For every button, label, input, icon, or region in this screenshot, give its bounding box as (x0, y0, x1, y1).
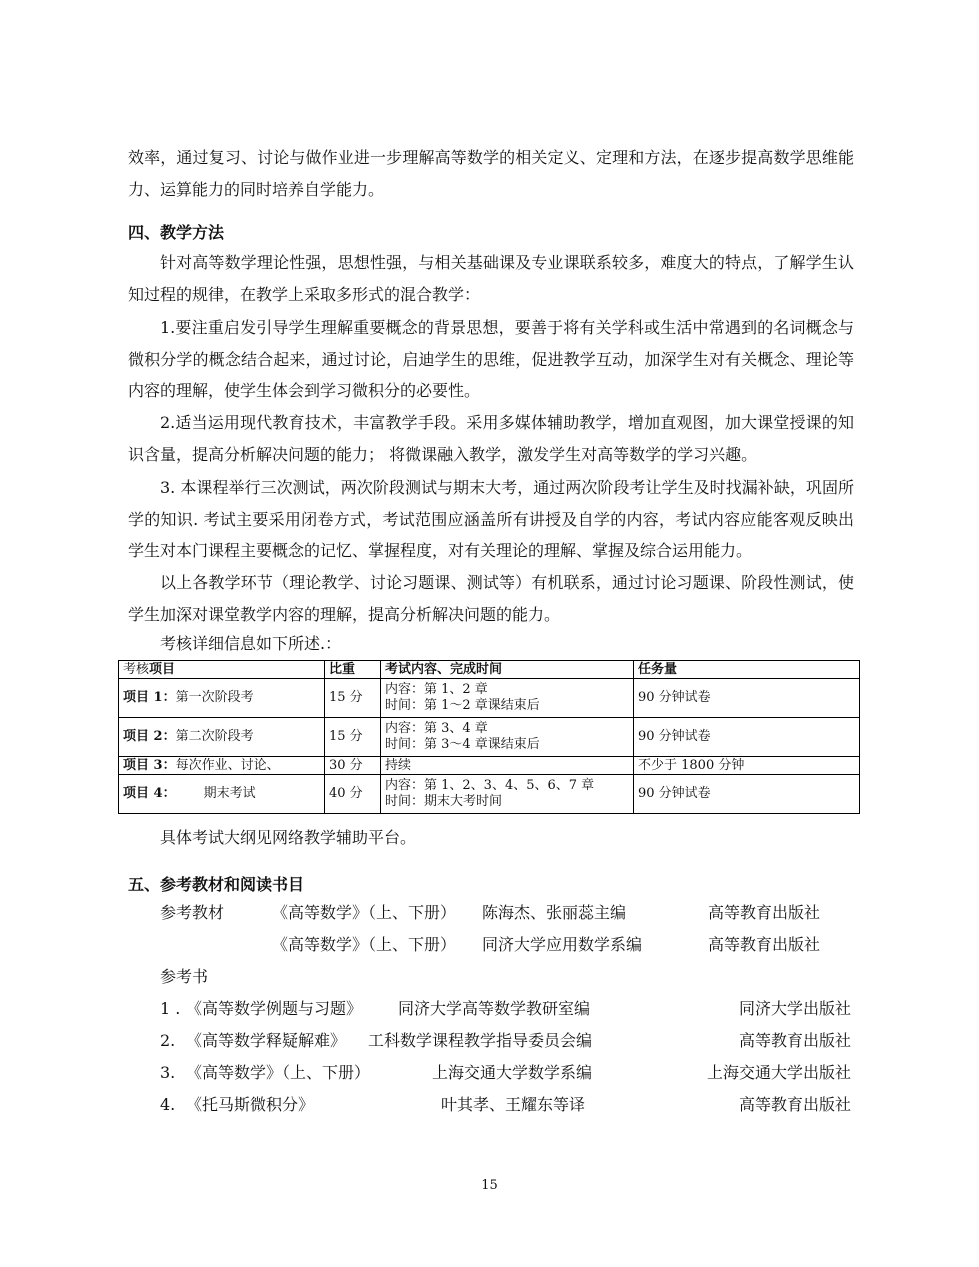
textbook-title: 《高等数学》（上、下册） (272, 903, 457, 922)
book-author: 工科数学课程教学指导委员会编 (368, 1031, 593, 1050)
row-content: 内容：第 1、2、3、4、5、6、7 章 时间：期末大考时间 (381, 775, 634, 814)
book-title: 《托马斯微积分》 (186, 1095, 315, 1114)
table-row (119, 679, 860, 718)
intro-paragraph: 效率，通过复习、讨论与做作业进一步理解高等数学的相关定义、定理和方法，在逐步提高数学思维能力、运算能力的同时培养自学能力。 (128, 148, 854, 199)
book-number: 1 . (160, 999, 181, 1018)
method-intro-paragraph: 针对高等数学理论性强，思想性强，与相关基础课及专业课联系较多，难度大的特点，了解学生认知过程的规律，在教学上采取多形式的混合教学： (128, 253, 854, 304)
textbook-title: 《高等数学》（上、下册） (272, 935, 457, 954)
table-header-row (119, 661, 860, 679)
header-item: 考核项目 (119, 661, 325, 679)
row-item: 项目 3：每次作业、讨论、 (119, 757, 325, 775)
book-title: 《高等数学例题与习题》 (186, 999, 363, 1018)
row-item: 项目 4： 期末考试 (119, 775, 325, 814)
row-weight: 30 分 (325, 757, 381, 775)
row-content: 内容：第 3、4 章 时间：第 3～4 章课结束后 (381, 718, 634, 757)
outline-note: 具体考试大纲见网络教学辅助平台。 (160, 828, 417, 847)
row-content: 持续 (381, 757, 634, 775)
books-label: 参考书 (160, 967, 209, 986)
book-publisher: 高等教育出版社 (738, 1095, 851, 1114)
textbook-publisher: 高等教育出版社 (708, 903, 821, 922)
textbook-author: 同济大学应用数学系编 (482, 935, 643, 954)
book-number: 4. (160, 1095, 176, 1114)
section5-heading: 五、参考教材和阅读书目 (128, 875, 305, 894)
book-author: 同济大学高等数学教研室编 (398, 999, 591, 1018)
item2-paragraph: 2.适当运用现代教育技术，丰富教学手段。采用多媒体辅助教学，增加直观图，加大课堂授课的知识含量，提高分析解决问题的能力； 将微课融入教学，激发学生对高等数学的学习兴趣。 (128, 413, 854, 464)
exam-table (118, 660, 860, 814)
textbook-publisher: 高等教育出版社 (708, 935, 821, 954)
row-item: 项目 1：第一次阶段考 (119, 679, 325, 718)
book-publisher: 上海交通大学出版社 (706, 1063, 851, 1082)
section4-heading: 四、教学方法 (128, 223, 225, 242)
book-publisher: 高等教育出版社 (738, 1031, 851, 1050)
summary-paragraph: 以上各教学环节（理论教学、讨论习题课、测试等）有机联系，通过讨论习题课、阶段性测试，使学生加深对课堂教学内容的理解，提高分析解决问题的能力。 (128, 573, 854, 624)
table-row (119, 718, 860, 757)
row-item: 项目 2：第二次阶段考 (119, 718, 325, 757)
textbook-author: 陈海杰、张丽蕊主编 (482, 903, 627, 922)
row-task: 90 分钟试卷 (634, 679, 860, 718)
row-weight: 15 分 (325, 718, 381, 757)
row-content: 内容：第 1、2 章 时间：第 1～2 章课结束后 (381, 679, 634, 718)
row-task: 90 分钟试卷 (634, 775, 860, 814)
book-number: 2. (160, 1031, 176, 1050)
header-weight: 比重 (325, 661, 381, 679)
row-task: 90 分钟试卷 (634, 718, 860, 757)
page-number: 15 (481, 1178, 498, 1193)
textbook-label: 参考教材 (160, 903, 225, 922)
book-title: 《高等数学》（上、下册） (186, 1063, 371, 1082)
item1-paragraph: 1.要注重启发引导学生理解重要概念的背景思想，要善于将有关学科或生活中常遇到的名词概念与微积分学的概念结合起来，通过讨论，启迪学生的思维，促进教学互动，加深学生对有关概念、理论等内容的理解，使学生体会到学习微积分的必要性。 (128, 318, 854, 400)
item3-paragraph: 3. 本课程举行三次测试，两次阶段测试与期末大考，通过两次阶段考让学生及时找漏补缺，巩固所学的知识. 考试主要采用闭卷方式，考试范围应涵盖所有讲授及自学的内容，考试内容应能客观反映出学生对本门课程主要概念的记忆、掌握程度，对有关理论的理解、掌握及综合运用能力。 (128, 478, 854, 560)
exam-detail-line: 考核详细信息如下所述.： (160, 634, 342, 653)
row-weight: 40 分 (325, 775, 381, 814)
book-author: 上海交通大学数学系编 (432, 1063, 593, 1082)
book-author: 叶其孝、王耀东等译 (441, 1095, 586, 1114)
table-row (119, 775, 860, 814)
header-content: 考试内容、完成时间 (381, 661, 634, 679)
table-row (119, 757, 860, 775)
header-task: 任务量 (634, 661, 860, 679)
book-publisher: 同济大学出版社 (738, 999, 851, 1018)
book-title: 《高等数学释疑解难》 (186, 1031, 347, 1050)
book-number: 3. (160, 1063, 176, 1082)
row-weight: 15 分 (325, 679, 381, 718)
row-task: 不少于 1800 分钟 (634, 757, 860, 775)
